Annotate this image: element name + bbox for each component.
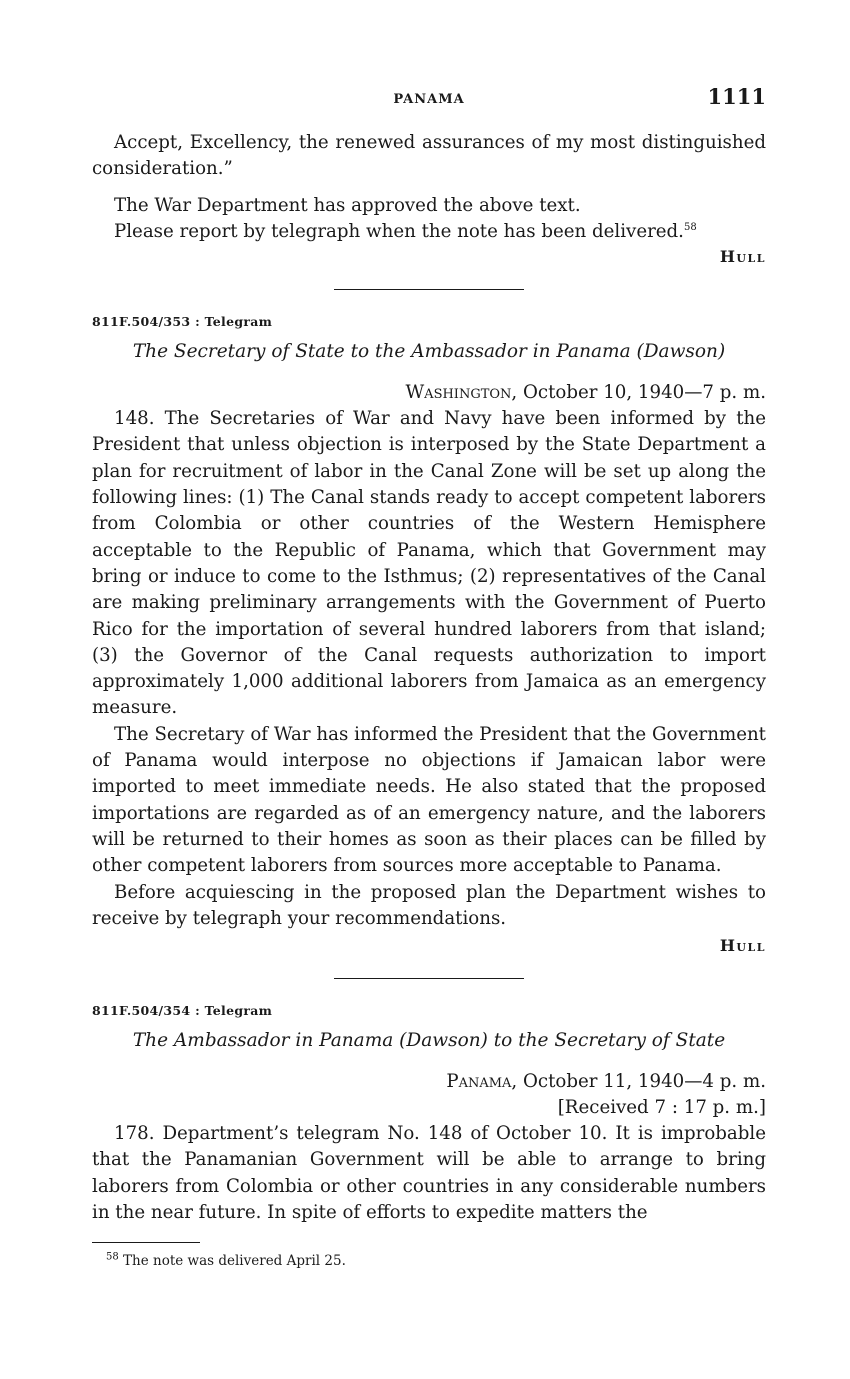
report-paragraph [92,219,766,245]
body-paragraph: Before acquiescing in the proposed plan the Department wishes to receive by telegraph your recommendations. [92,881,766,929]
document-title [92,1027,766,1055]
section-divider [334,289,524,290]
dateline [92,1069,766,1095]
dateline-place: Washington [405,382,512,404]
document-353 [92,312,766,958]
document-id: 811F.504/353 : Telegram [92,314,273,330]
title-part: The Secretary of State to the Ambassador in Panama ( [132,341,644,363]
footnote-ref: 58 [683,221,697,233]
page [92,80,766,1271]
received-line: [Received 7 : 17 p. m.] [557,1097,766,1119]
dateline-date: , October 11, 1940—4 p. m. [511,1071,766,1093]
section-divider [334,978,524,979]
dateline [92,380,766,406]
document-354 [92,1001,766,1226]
title-name: Dawson [406,1030,481,1052]
body-paragraph: 178. Department’s telegram No. 148 of October 10. It is improbable that the Panamanian Government will be able to arrange to bring laborers from Colombia or other countries in any considerable numbers in the near future. In spite of efforts to expedite matters the [92,1123,766,1224]
running-head: PANAMA [393,92,465,107]
footnote-text: The note was delivered April 25. [123,1253,346,1270]
title-part: ) to the Secretary of State [480,1030,726,1052]
dateline-date: , October 10, 1940—7 p. m. [511,382,766,404]
page-header [92,80,766,120]
page-number: 1111 [707,84,766,109]
closing-paragraph: Accept, Excellency, the renewed assurances of my most distinguished consideration.” [92,132,766,180]
title-part: ) [717,341,726,363]
footnote [92,1251,766,1271]
title-part: The Ambassador in Panama ( [132,1030,407,1052]
body-paragraph: The Secretary of War has informed the President that the Government of Panama would interpose no objections if Jamaican labor were imported to meet immediate needs. He also stated that the proposed importations are regarded as of an emergency nature, and the laborers will be returned to their homes as soon as their places can be filled by other competent laborers from sources more acceptable to Panama. [92,723,766,877]
report-text: Please report by telegraph when the note has been delivered. [114,220,684,242]
dateline-place: Panama [446,1071,512,1093]
approval-paragraph: The War Department has approved the above text. [114,194,581,216]
footnote-marker: 58 [106,1251,119,1263]
footnote-rule [92,1242,200,1243]
document-id: 811F.504/354 : Telegram [92,1003,273,1019]
document-title [92,338,766,366]
title-name: Dawson [643,341,718,363]
signature-hull: Hull [719,936,766,956]
signature-hull: Hull [719,247,766,267]
continuation-section [92,130,766,269]
body-paragraph: 148. The Secretaries of War and Navy have been informed by the President that unless objection is interposed by the State Department a plan for recruitment of labor in the Canal Zone will be set up along the following lines: (1) The Canal stands ready to accept competent laborers from Colombia or other countries of the Western Hemisphere acceptable to the Republic of Panama, which that Government may bring or induce to come to the Isthmus; (2) representatives of the Canal are making preliminary arrangements with the Government of Puerto Rico for the importation of several hundred laborers from that island; (3) the Governor of the Canal requests authorization to import approximately 1,000 additional laborers from Jamaica as an emergency measure. [92,408,766,719]
